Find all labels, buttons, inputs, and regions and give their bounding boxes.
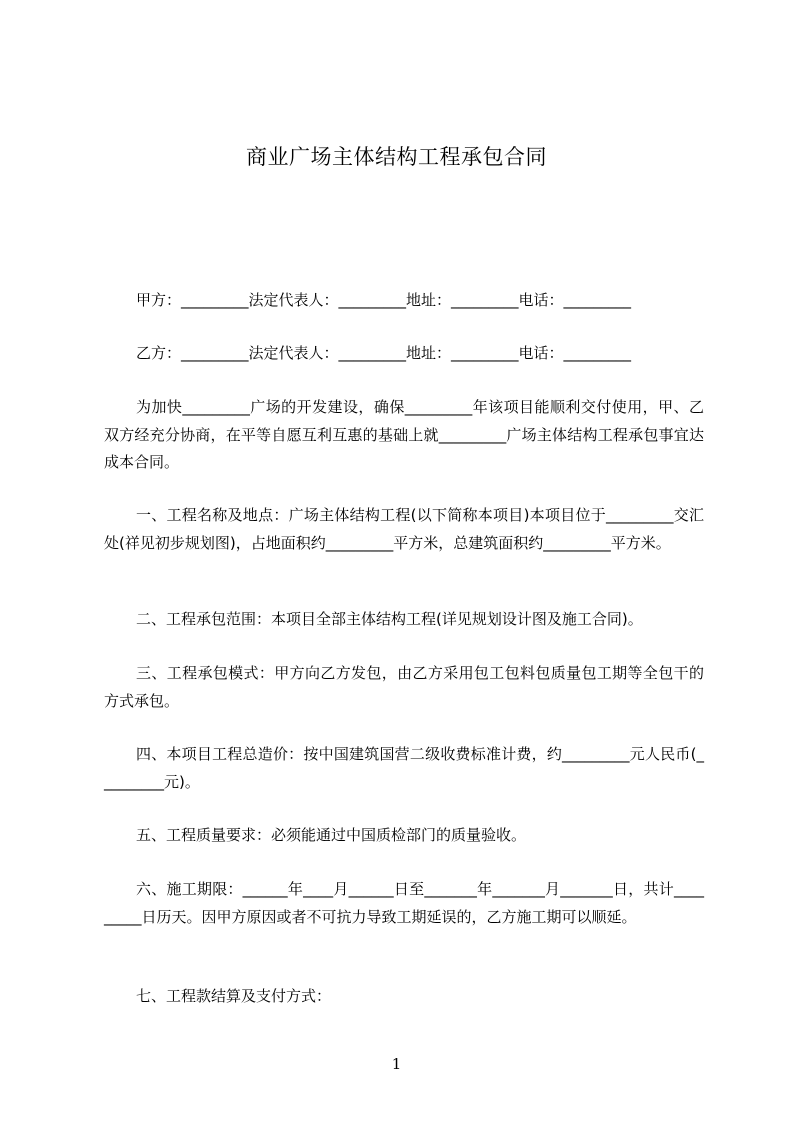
- clause-4-total-cost: 四、本项目工程总造价：按中国建筑国营二级收费标准计费，约_________元人民币(_________元)。: [104, 745, 704, 791]
- preamble-paragraph: 为加快_________广场的开发建设，确保_________年该项目能顺利交付使用，甲、乙双方经充分协商，在平等自愿互利互惠的基础上就_________广场主体结构工程承包事宜达成本合同。: [104, 398, 704, 471]
- clause-2-scope: 二、工程承包范围：本项目全部主体结构工程(详见规划设计图及施工合同)。: [136, 610, 643, 628]
- clause-1-project-name-location: 一、工程名称及地点：广场主体结构工程(以下简称本项目)本项目位于_________交汇处(祥见初步规划图)，占地面积约_________平方米，总建筑面积约_________平方米。: [104, 506, 704, 552]
- clause-5-quality: 五、工程质量要求：必须能通过中国质检部门的质量验收。: [136, 826, 527, 844]
- clause-6-construction-period: 六、施工期限：______年____月______日至_______年_______月_______日，共计_________日历天。因甲方原因或者不可抗力导致工期延误的，乙方施工期可以顺延。: [104, 880, 704, 926]
- clause-7-settlement: 七、工程款结算及支付方式：: [136, 987, 332, 1005]
- document-title: 商业广场主体结构工程承包合同: [246, 145, 547, 169]
- party-a-line: 甲方：_________法定代表人：_________地址：_________电话：_________: [136, 291, 632, 309]
- party-b-line: 乙方：_________法定代表人：_________地址：_________电话：_________: [136, 344, 632, 362]
- clause-3-contract-mode: 三、工程承包模式：甲方向乙方发包，由乙方采用包工包料包质量包工期等全包干的方式承包。: [104, 664, 704, 710]
- page-number: 1: [391, 1055, 402, 1073]
